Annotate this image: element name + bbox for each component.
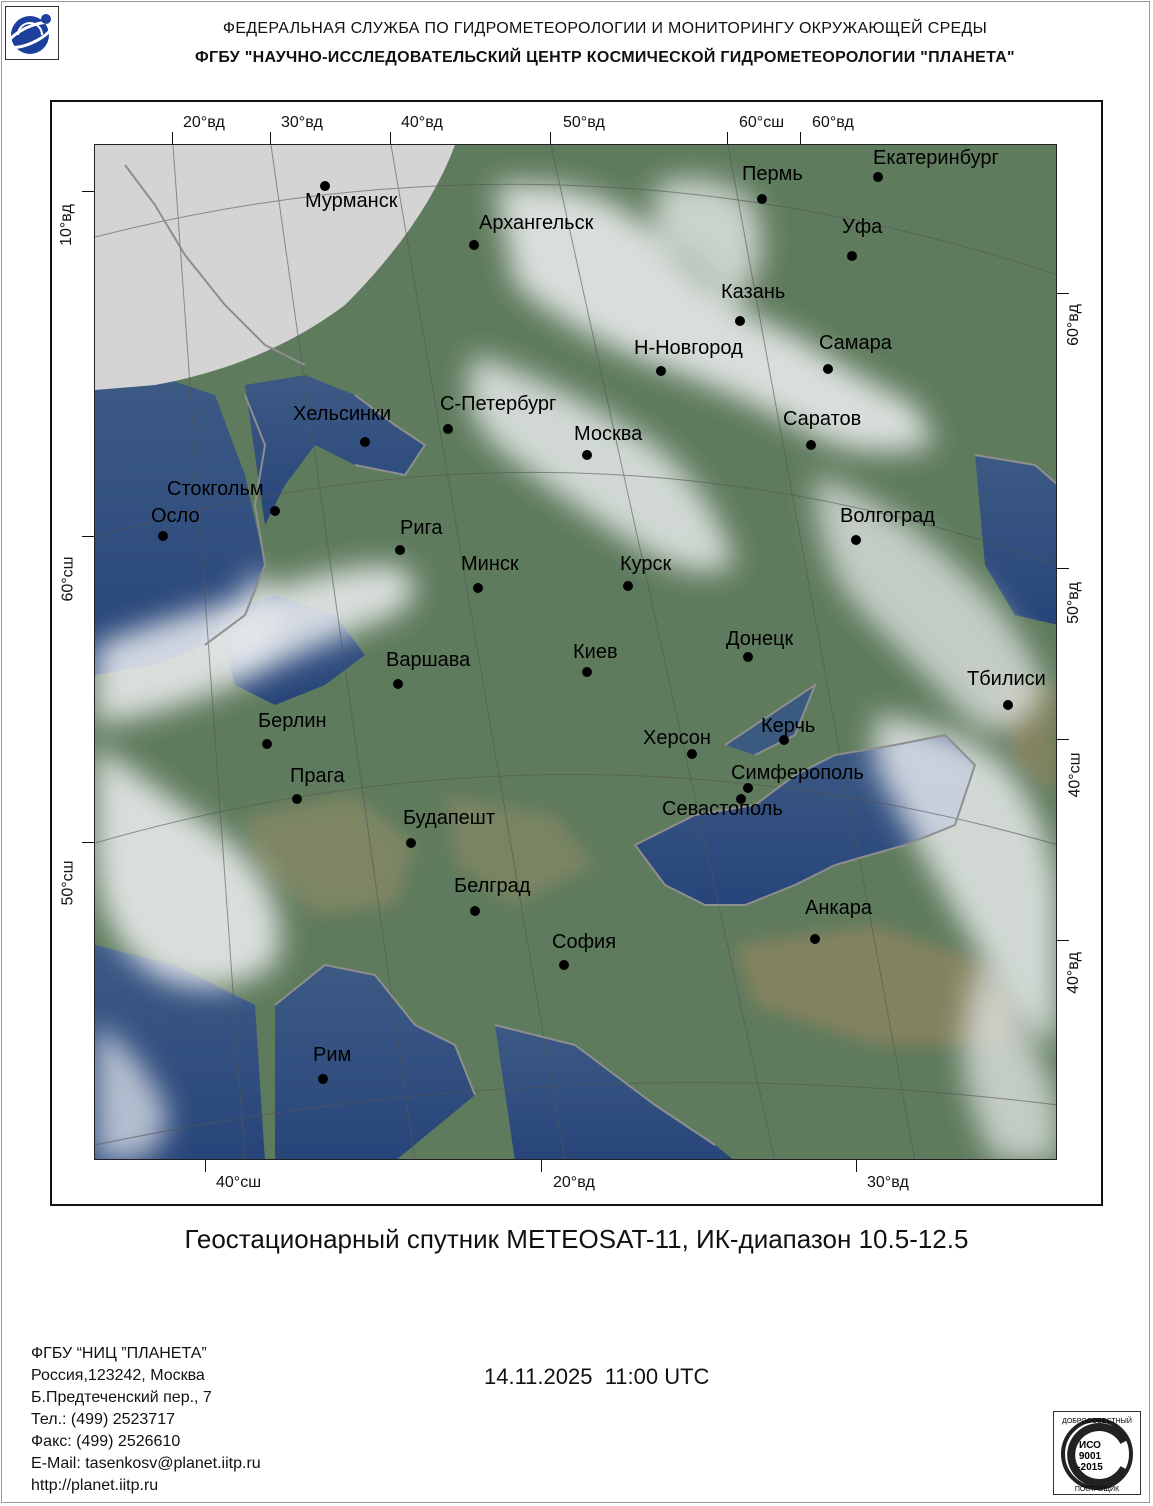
- grid-tick: [82, 191, 94, 192]
- city-label: Н-Новгород: [634, 337, 743, 359]
- grid-tick: [1057, 568, 1069, 569]
- city-label: Севастополь: [662, 798, 783, 820]
- iso-badge-text: ИСО: [1079, 1440, 1101, 1451]
- address-line: Б.Предтеченский пер., 7: [31, 1389, 212, 1406]
- city-label: Стокгольм: [167, 478, 264, 500]
- city-marker[interactable]: [656, 366, 666, 376]
- city-label: С-Петербург: [440, 393, 557, 415]
- city-marker[interactable]: [1003, 700, 1013, 710]
- city-label: Волгоград: [840, 505, 935, 527]
- observation-datetime: 14.11.2025 11:00 UTC: [484, 1364, 710, 1389]
- grid-label-top: 30°вд: [281, 114, 323, 131]
- city-marker[interactable]: [406, 838, 416, 848]
- city-label: Архангельск: [479, 212, 594, 234]
- city-label: Донецк: [726, 628, 794, 650]
- grid-tick: [856, 1160, 857, 1172]
- city-marker[interactable]: [262, 739, 272, 749]
- city-marker[interactable]: [582, 667, 592, 677]
- iso-badge-text: 9001: [1078, 1451, 1102, 1462]
- grid-tick: [1057, 940, 1069, 941]
- header-institute: ФГБУ "НАУЧНО-ИССЛЕДОВАТЕЛЬСКИЙ ЦЕНТР КОСМИЧЕСКОЙ ГИДРОМЕТЕОРОЛОГИИ "ПЛАНЕТА": [195, 49, 1015, 66]
- iso-badge-top-text: ДОБРОСОВЕСТНЫЙ: [1062, 1418, 1132, 1425]
- city-label: Керчь: [761, 715, 816, 737]
- grid-label-left: 10°вд: [57, 204, 75, 246]
- city-marker[interactable]: [270, 506, 280, 516]
- city-label: Херсон: [643, 727, 711, 749]
- grid-tick: [541, 1160, 542, 1172]
- city-marker[interactable]: [743, 652, 753, 662]
- city-marker[interactable]: [469, 240, 479, 250]
- city-marker[interactable]: [318, 1074, 328, 1084]
- city-marker[interactable]: [470, 906, 480, 916]
- city-marker[interactable]: [360, 437, 370, 447]
- grid-label-bottom: 40°сш: [216, 1174, 262, 1191]
- city-label: Тбилиси: [967, 668, 1046, 690]
- city-marker[interactable]: [582, 450, 592, 460]
- grid-label-top: 50°вд: [563, 114, 605, 131]
- city-label: Уфа: [842, 216, 883, 238]
- grid-tick: [82, 842, 94, 843]
- grid-label-right: 50°вд: [1064, 582, 1082, 624]
- city-label: Екатеринбург: [873, 147, 999, 169]
- phone: Тел.: (499) 2523717: [31, 1411, 175, 1428]
- city-label: Варшава: [386, 649, 471, 671]
- iso-certificate-badge: [1053, 1411, 1141, 1495]
- iso-badge-text: -2015: [1077, 1462, 1103, 1473]
- grid-label-bottom: 20°вд: [553, 1174, 595, 1191]
- grid-label-right: 40°сш: [1066, 752, 1084, 798]
- city-marker[interactable]: [806, 440, 816, 450]
- grid-tick: [550, 132, 551, 144]
- city-label: Анкара: [805, 897, 872, 919]
- address-block: [31, 1343, 261, 1497]
- image-caption: Геостационарный спутник METEOSAT-11, ИК-диапазон 10.5-12.5: [184, 1224, 969, 1254]
- grid-tick: [727, 132, 728, 144]
- grid-label-top: 20°вд: [183, 114, 225, 131]
- grid-label-left: 50°сш: [59, 860, 77, 906]
- city-label: Киев: [573, 641, 618, 663]
- city-label: Берлин: [258, 710, 327, 732]
- grid-label-top: 60°сш: [739, 114, 785, 131]
- org-name: ФГБУ “НИЦ ”ПЛАНЕТА”: [31, 1345, 207, 1362]
- city-label: Курск: [620, 553, 672, 575]
- grid-tick: [1057, 293, 1069, 294]
- grid-label-top: 60°вд: [812, 114, 854, 131]
- city-label: Прага: [290, 765, 345, 787]
- city-marker[interactable]: [158, 531, 168, 541]
- grid-tick: [390, 132, 391, 144]
- city-marker[interactable]: [851, 535, 861, 545]
- city-label: Самара: [819, 332, 892, 354]
- city-label: Саратов: [783, 408, 862, 430]
- city-label: Хельсинки: [293, 403, 392, 425]
- city-marker[interactable]: [443, 424, 453, 434]
- grid-tick: [172, 132, 173, 144]
- city-label: Минск: [461, 553, 519, 575]
- city-label: Рим: [313, 1044, 352, 1066]
- city-marker[interactable]: [810, 934, 820, 944]
- header-agency: ФЕДЕРАЛЬНАЯ СЛУЖБА ПО ГИДРОМЕТЕОРОЛОГИИ И МОНИТОРИНГУ ОКРУЖАЮЩЕЙ СРЕДЫ: [222, 20, 988, 37]
- planeta-logo-icon: [5, 6, 59, 60]
- city-label: Пермь: [742, 163, 803, 185]
- website-link[interactable]: http://planet.iitp.ru: [31, 1477, 159, 1494]
- iso-badge-bottom-text: ПОСТАВЩИК: [1074, 1486, 1120, 1493]
- grid-tick: [270, 132, 271, 144]
- grid-label-right: 60°вд: [1064, 304, 1082, 346]
- city-marker[interactable]: [623, 581, 633, 591]
- grid-label-bottom: 30°вд: [867, 1174, 909, 1191]
- grid-tick: [800, 132, 801, 144]
- grid-label-left: 60°сш: [59, 556, 77, 602]
- grid-tick: [82, 536, 94, 537]
- city-label: Рига: [400, 517, 443, 539]
- city-label: Осло: [151, 505, 200, 527]
- city-label: Москва: [574, 423, 643, 445]
- grid-label-top: 40°вд: [401, 114, 443, 131]
- city-marker[interactable]: [847, 251, 857, 261]
- city-label: Казань: [721, 281, 786, 303]
- city-label: Симферополь: [731, 762, 864, 784]
- grid-tick: [1057, 739, 1069, 740]
- city-label: Белград: [454, 875, 531, 897]
- email-link[interactable]: E-Mail: tasenkosv@planet.iitp.ru: [31, 1455, 261, 1472]
- city-marker[interactable]: [393, 679, 403, 689]
- city-marker[interactable]: [735, 316, 745, 326]
- city-marker[interactable]: [873, 172, 883, 182]
- city-marker[interactable]: [687, 749, 697, 759]
- city-label: Будапешт: [403, 807, 495, 829]
- grid-label-right: 40°вд: [1064, 952, 1082, 994]
- city-marker[interactable]: [473, 583, 483, 593]
- city-marker[interactable]: [823, 364, 833, 374]
- city-marker[interactable]: [395, 545, 405, 555]
- address-line: Россия,123242, Москва: [31, 1367, 205, 1384]
- grid-tick: [205, 1160, 206, 1172]
- city-label: Мурманск: [305, 190, 398, 212]
- fax: Факс: (499) 2526610: [31, 1433, 181, 1450]
- city-marker[interactable]: [757, 194, 767, 204]
- city-marker[interactable]: [292, 794, 302, 804]
- city-marker[interactable]: [559, 960, 569, 970]
- city-label: София: [552, 931, 617, 953]
